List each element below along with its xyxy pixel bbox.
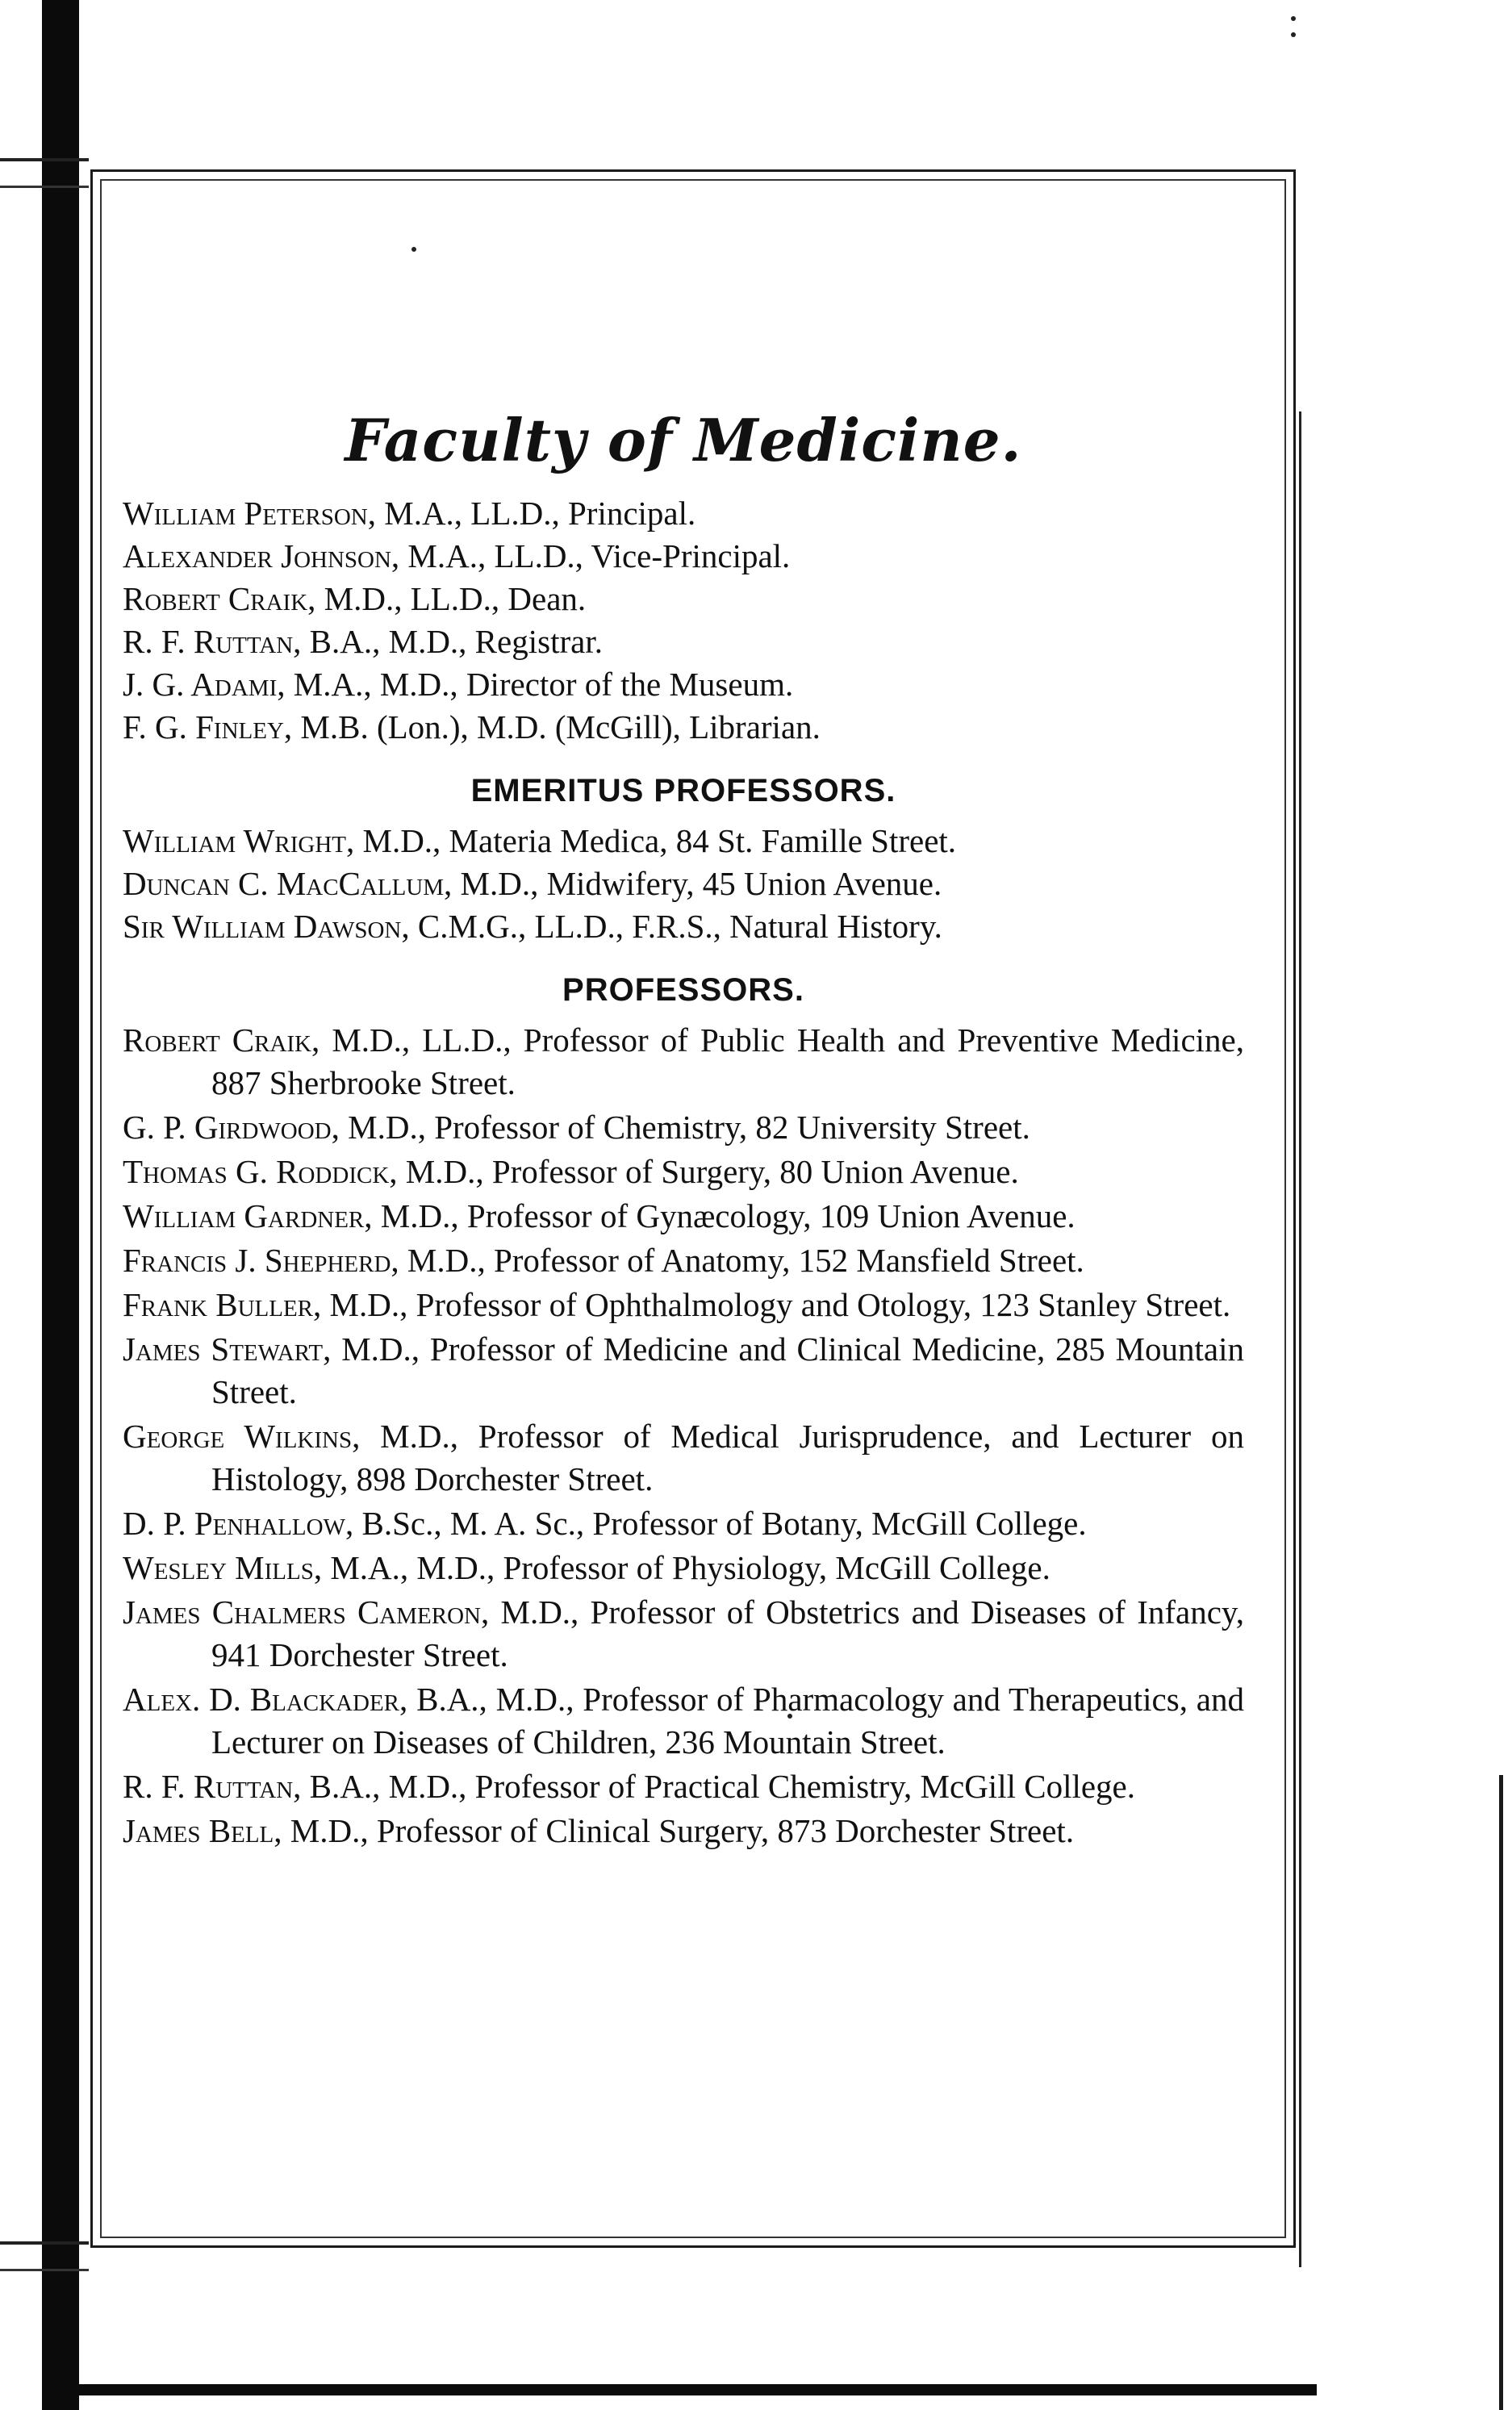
professor-entry <box>123 1019 1244 1105</box>
professor-entry <box>123 1151 1244 1193</box>
entry-details: , M.A., LL.D., Vice-Principal. <box>391 537 791 574</box>
entry-details: , B.Sc., M. A. Sc., Professor of Botany, McGill College. <box>345 1504 1087 1542</box>
professors-heading: PROFESSORS. <box>562 971 804 1008</box>
person-name: Robert Craik <box>123 1021 311 1059</box>
person-name: William Wright <box>123 821 346 859</box>
person-name: J. G. Adami <box>123 665 278 703</box>
entry-details: , M.D., LL.D., Dean. <box>307 579 587 617</box>
person-name: R. F. Ruttan <box>123 622 294 660</box>
entry-details: , M.D., Professor of Obstetrics and Diseases of Infancy, 941 Dorchester Street. <box>211 1593 1244 1673</box>
person-name: William Gardner <box>123 1197 365 1234</box>
professor-entry <box>123 1678 1244 1764</box>
margin-rule-top <box>0 158 89 161</box>
professor-entry <box>123 1547 1244 1589</box>
entry-details: , M.D., Midwifery, 45 Union Avenue. <box>444 864 942 902</box>
speck <box>1291 16 1296 21</box>
person-name: Alex. D. Blackader <box>123 1680 400 1718</box>
person-name: James Bell <box>123 1811 274 1849</box>
entry-details: , M.D., Professor of Clinical Surgery, 873 Dorchester Street. <box>274 1811 1075 1849</box>
frame-right-extension <box>1299 411 1301 2267</box>
entry-details: , B.A., M.D., Registrar. <box>293 622 603 660</box>
officer-entry <box>123 535 1244 578</box>
emeritus-entry <box>123 863 1244 905</box>
person-name: R. F. Ruttan <box>123 1767 294 1805</box>
document-body <box>123 407 1244 1854</box>
margin-rule-bottom-secondary <box>0 2269 89 2271</box>
person-name: Francis J. Shepherd <box>123 1241 391 1279</box>
margin-rule-top-secondary <box>0 186 89 188</box>
emeritus-entry <box>123 820 1244 863</box>
entry-details: , C.M.G., LL.D., F.R.S., Natural History. <box>401 907 942 945</box>
scan-right-edge <box>1499 1775 1503 2410</box>
person-name: G. P. Girdwood <box>123 1108 332 1146</box>
officer-entry <box>123 706 1244 749</box>
officer-entry <box>123 620 1244 663</box>
professor-entry <box>123 1415 1244 1501</box>
person-name: Alexander Johnson <box>123 537 391 574</box>
person-name: James Stewart <box>123 1330 324 1368</box>
professor-entry <box>123 1502 1244 1545</box>
entry-details: , M.D., Materia Medica, 84 St. Famille Street. <box>345 821 957 859</box>
scan-bottom-edge <box>42 2384 1317 2395</box>
emeritus-heading: EMERITUS PROFESSORS. <box>470 772 896 808</box>
professor-entry <box>123 1106 1244 1149</box>
entry-details: , M.D., Professor of Anatomy, 152 Mansfield Street. <box>391 1241 1084 1279</box>
person-name: F. G. Finley <box>123 708 284 746</box>
entry-details: , M.D., Professor of Medicine and Clinical Medicine, 285 Mountain Street. <box>211 1330 1244 1410</box>
person-name: James Chalmers Cameron <box>123 1593 481 1631</box>
professor-entry <box>123 1765 1244 1808</box>
person-name: William Peterson <box>123 494 368 532</box>
page-title: Faculty of Medicine. <box>345 406 1022 474</box>
person-name: Frank Buller <box>123 1285 313 1323</box>
entry-details: , M.D., Professor of Medical Jurisprudence, and Lecturer on Histology, 898 Dorchester Street. <box>211 1417 1244 1497</box>
professor-entry <box>123 1195 1244 1238</box>
person-name: Wesley Mills <box>123 1548 314 1586</box>
entry-details: , B.A., M.D., Professor of Pharmacology and Therapeutics, and Lecturer on Diseases of Children, 236 Mountain Street. <box>211 1680 1244 1761</box>
entry-details: , B.A., M.D., Professor of Practical Chemistry, McGill College. <box>293 1767 1135 1805</box>
professors-list <box>123 1019 1244 1852</box>
professor-entry <box>123 1239 1244 1282</box>
person-name: Robert Craik <box>123 579 308 617</box>
emeritus-list <box>123 820 1244 948</box>
officer-entry <box>123 578 1244 620</box>
entry-details: , M.D., Professor of Ophthalmology and Otology, 123 Stanley Street. <box>313 1285 1231 1323</box>
entry-details: , M.D., Professor of Chemistry, 82 University Street. <box>331 1108 1030 1146</box>
entry-details: , M.A., M.D., Professor of Physiology, McGill College. <box>313 1548 1050 1586</box>
emeritus-entry <box>123 905 1244 948</box>
entry-details: , M.A., M.D., Director of the Museum. <box>277 665 794 703</box>
person-name: Thomas G. Roddick <box>123 1152 390 1190</box>
officer-entry <box>123 663 1244 706</box>
entry-details: , M.B. (Lon.), M.D. (McGill), Librarian. <box>283 708 821 746</box>
professor-entry <box>123 1810 1244 1852</box>
professor-entry <box>123 1328 1244 1414</box>
person-name: George Wilkins <box>123 1417 353 1455</box>
scan-left-edge <box>42 0 79 2410</box>
officers-list <box>123 492 1244 749</box>
entry-details: , M.D., LL.D., Professor of Public Health and Preventive Medicine, 887 Sherbrooke Street. <box>211 1021 1244 1101</box>
margin-rule-bottom <box>0 2241 89 2245</box>
speck <box>1291 32 1296 37</box>
person-name: D. P. Penhallow <box>123 1504 345 1542</box>
person-name: Duncan C. MacCallum <box>123 864 445 902</box>
entry-details: , M.D., Professor of Gynæcology, 109 Union Avenue. <box>364 1197 1076 1234</box>
person-name: Sir William Dawson <box>123 907 402 945</box>
officer-entry <box>123 492 1244 535</box>
entry-details: , M.A., LL.D., Principal. <box>367 494 696 532</box>
professor-entry <box>123 1591 1244 1677</box>
professor-entry <box>123 1284 1244 1326</box>
entry-details: , M.D., Professor of Surgery, 80 Union Avenue. <box>389 1152 1019 1190</box>
